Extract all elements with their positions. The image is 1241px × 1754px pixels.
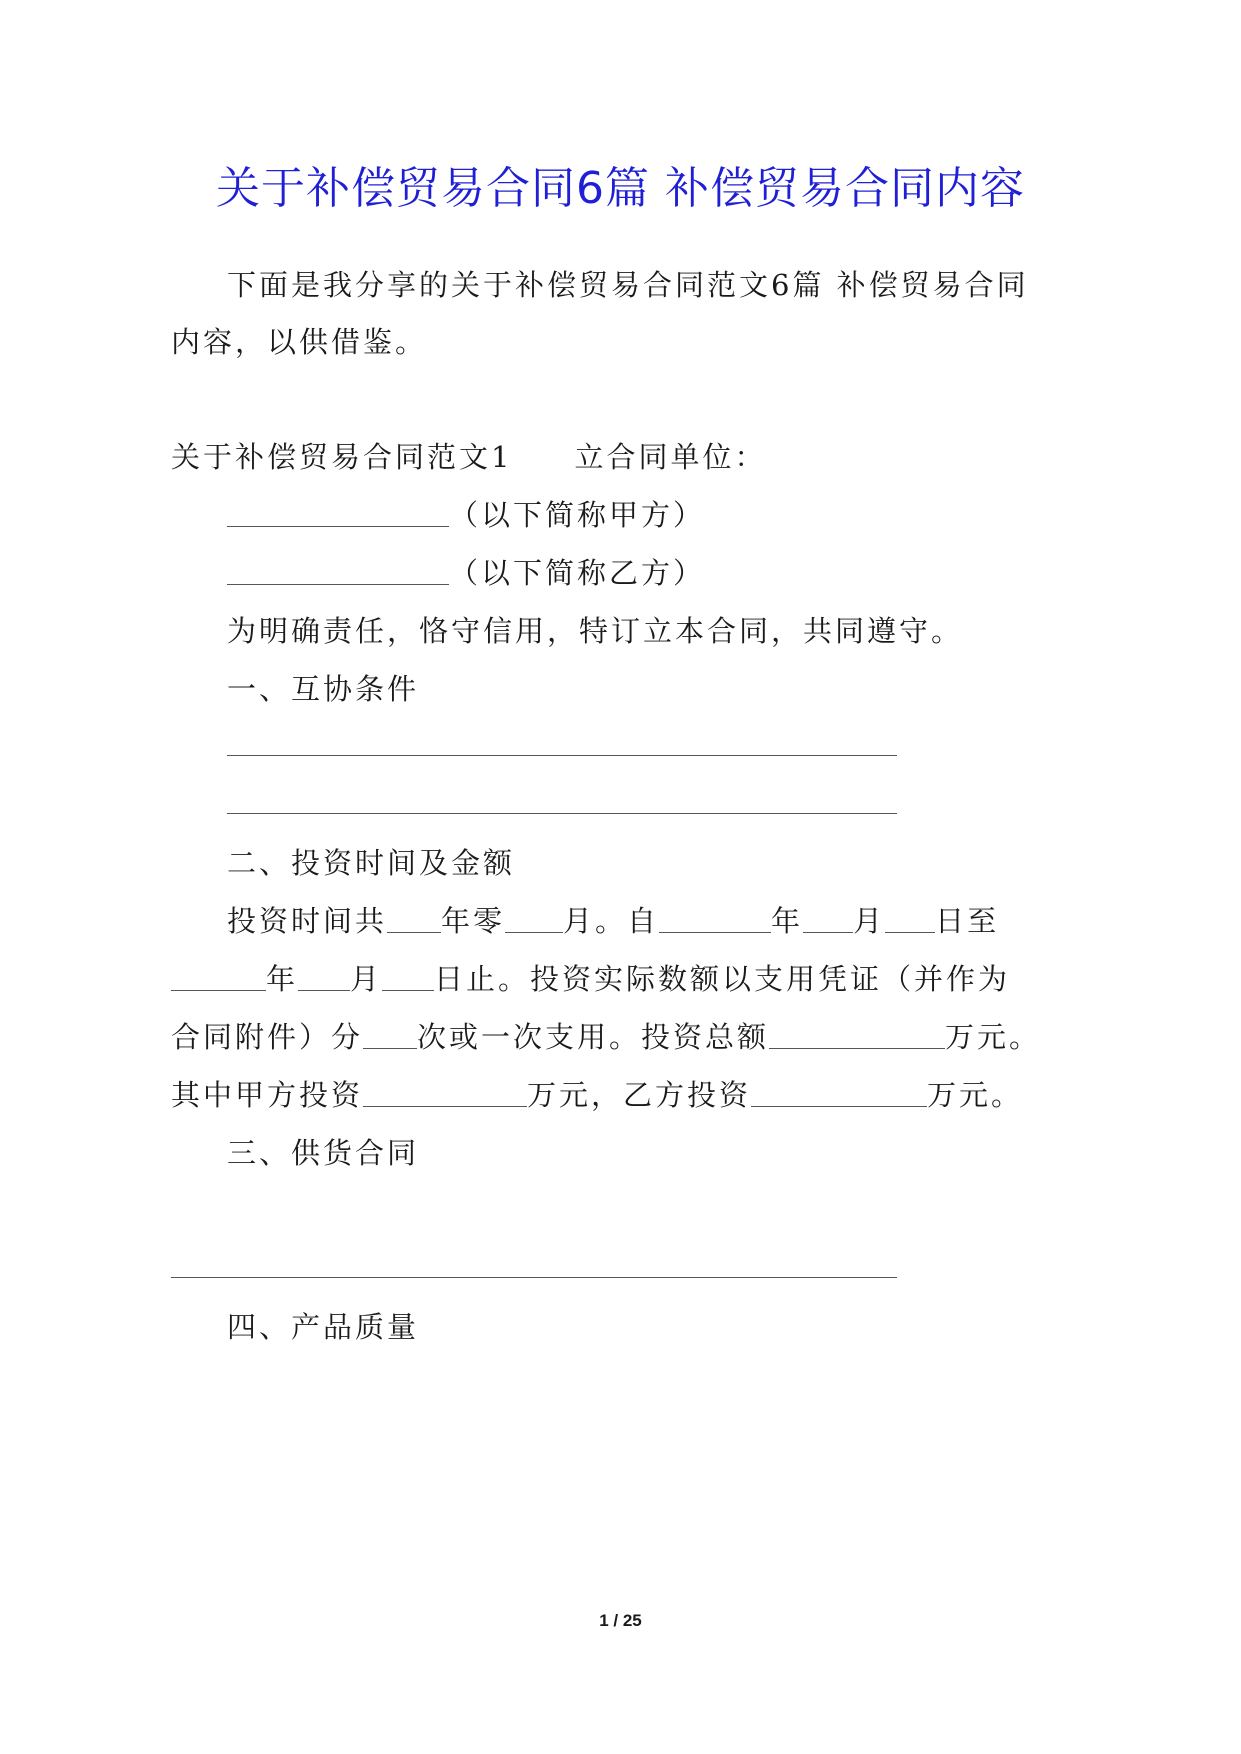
party-a-line — [227, 495, 705, 535]
text: 月 — [853, 904, 886, 938]
blank-rule-2 — [227, 813, 897, 814]
blank — [298, 964, 350, 991]
blank-rule-1 — [227, 755, 897, 756]
blank — [803, 906, 853, 933]
text: 年 — [771, 904, 804, 938]
text: 年零 — [441, 904, 506, 938]
text: 万元。 — [945, 1020, 1042, 1054]
party-a-label: （以下简称甲方） — [449, 498, 706, 532]
text: 月。自 — [563, 904, 660, 938]
blank — [751, 1080, 927, 1107]
blank — [382, 964, 434, 991]
investment-line-3 — [171, 1017, 1041, 1057]
investment-line-4 — [171, 1075, 1023, 1115]
preamble: 为明确责任，恪守信用，特订立本合同，共同遵守。 — [227, 614, 964, 648]
text: 万元，乙方投资 — [527, 1078, 752, 1112]
blank — [363, 1022, 417, 1049]
clause-3-heading: 三、供货合同 — [227, 1136, 420, 1170]
party-b-blank — [227, 558, 449, 585]
text: 月 — [350, 962, 383, 996]
blank — [885, 906, 935, 933]
contract-unit-label: 立合同单位： — [574, 440, 767, 474]
text: 合同附件）分 — [171, 1020, 364, 1054]
investment-line-2 — [171, 959, 1010, 999]
blank — [659, 906, 771, 933]
blank-rule-3 — [171, 1277, 897, 1278]
blank — [387, 906, 441, 933]
intro-line-1: 下面是我分享的关于补偿贸易合同范文6篇 补偿贸易合同 — [227, 268, 1029, 302]
text: 次或一次支用。投资总额 — [417, 1020, 770, 1054]
blank — [171, 964, 266, 991]
text: 日止。投资实际数额以支用凭证（并作为 — [434, 962, 1011, 996]
clause-2-heading: 二、投资时间及金额 — [227, 846, 516, 880]
text: 投资时间共 — [227, 904, 388, 938]
party-a-blank — [227, 500, 449, 527]
sample-title: 关于补偿贸易合同范文1 — [171, 440, 513, 474]
party-b-line — [227, 553, 705, 593]
page-number: 1 / 25 — [599, 1611, 642, 1630]
intro-line-2: 内容，以供借鉴。 — [171, 325, 428, 359]
blank — [363, 1080, 527, 1107]
clause-4-heading: 四、产品质量 — [227, 1310, 420, 1344]
text: 其中甲方投资 — [171, 1078, 364, 1112]
investment-line-1 — [227, 901, 999, 941]
text: 万元。 — [927, 1078, 1024, 1112]
text: 日至 — [935, 904, 1000, 938]
section-heading — [171, 437, 766, 477]
blank — [505, 906, 563, 933]
document-title: 关于补偿贸易合同6篇 补偿贸易合同内容 — [216, 163, 1025, 214]
clause-1-heading: 一、互协条件 — [227, 672, 420, 706]
blank — [769, 1022, 945, 1049]
party-b-label: （以下简称乙方） — [449, 556, 706, 590]
text: 年 — [266, 962, 299, 996]
